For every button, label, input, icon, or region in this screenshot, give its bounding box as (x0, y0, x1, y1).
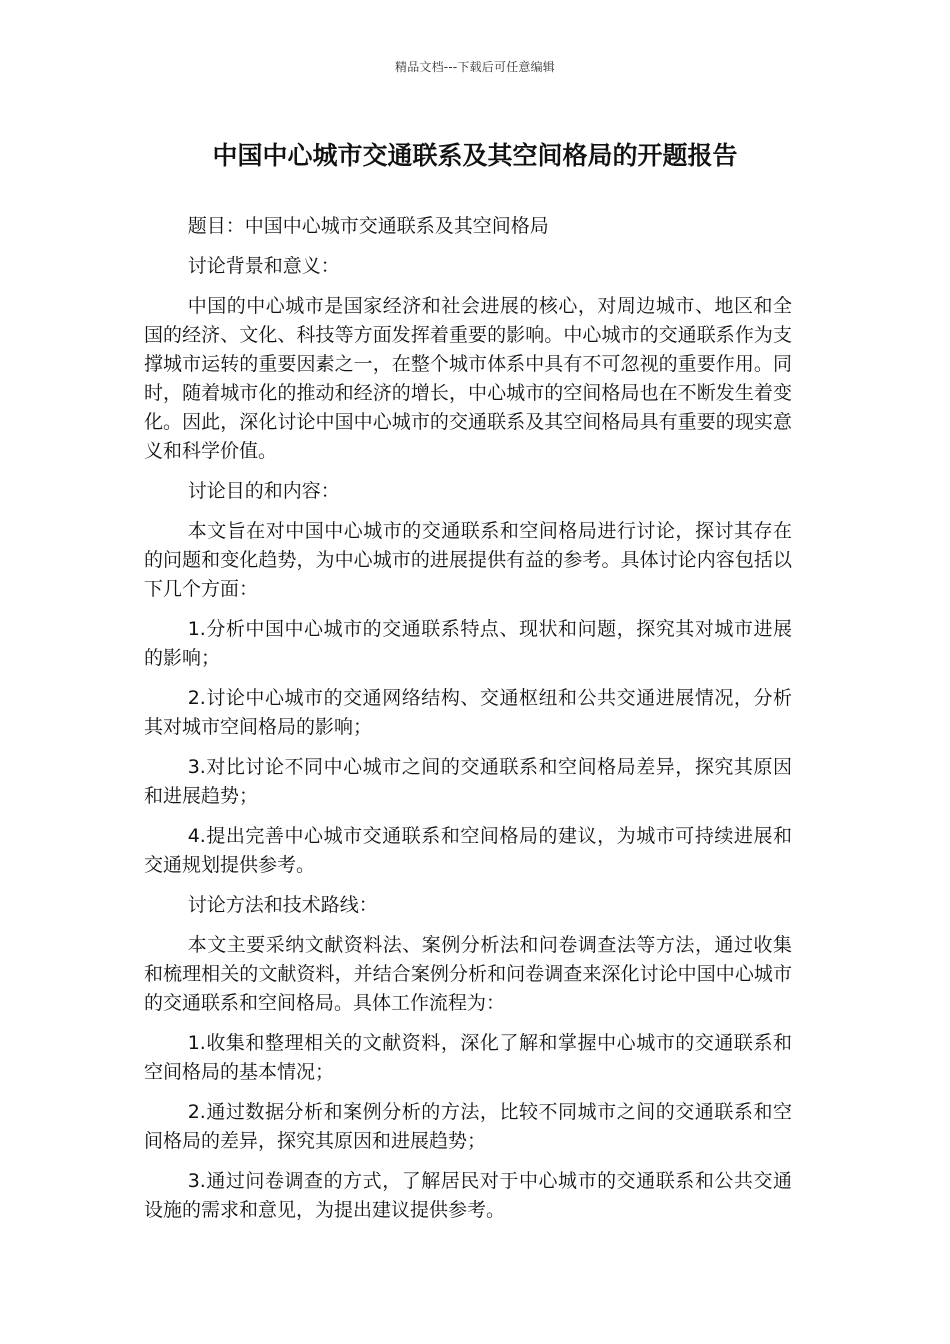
methods-paragraph: 本文主要采纳文献资料法、案例分析法和问卷调查法等方法，通过收集和梳理相关的文献资料，并结合案例分析和问卷调查来深化讨论中国中心城市的交通联系和空间格局。具体工作流程为： (144, 934, 792, 1014)
section-heading-background: 讨论背景和意义： (187, 255, 340, 277)
content-item-3: 3.对比讨论不同中心城市之间的交通联系和空间格局差异，探究其原因和进展趋势； (144, 756, 792, 807)
workflow-item-1: 1.收集和整理相关的文献资料，深化了解和掌握中心城市的交通联系和空间格局的基本情况； (144, 1032, 792, 1083)
section-heading-methods: 讨论方法和技术路线： (187, 894, 378, 916)
content-item-1: 1.分析中国中心城市的交通联系特点、现状和问题，探究其对城市进展的影响； (144, 618, 792, 669)
section-heading-purpose: 讨论目的和内容： (187, 480, 340, 502)
workflow-item-2: 2.通过数据分析和案例分析的方法，比较不同城市之间的交通联系和空间格局的差异，探究其原因和进展趋势； (144, 1101, 792, 1152)
purpose-paragraph: 本文旨在对中国中心城市的交通联系和空间格局进行讨论，探讨其存在的问题和变化趋势，为中心城市的进展提供有益的参考。具体讨论内容包括以下几个方面： (144, 520, 792, 600)
content-item-2: 2.讨论中心城市的交通网络结构、交通枢纽和公共交通进展情况，分析其对城市空间格局的影响； (144, 687, 792, 738)
background-paragraph: 中国的中心城市是国家经济和社会进展的核心，对周边城市、地区和全国的经济、文化、科技等方面发挥着重要的影响。中心城市的交通联系作为支撑城市运转的重要因素之一，在整个城市体系中具有不可忽视的重要作用。同时，随着城市化的推动和经济的增长，中心城市的空间格局也在不断发生着变化。因此，深化讨论中国中心城市的交通联系及其空间格局具有重要的现实意义和科学价值。 (144, 295, 792, 462)
content-item-4: 4.提出完善中心城市交通联系和空间格局的建议，为城市可持续进展和交通规划提供参考。 (144, 825, 792, 876)
document-body (144, 212, 792, 1236)
workflow-item-3: 3.通过问卷调查的方式，了解居民对于中心城市的交通联系和公共交通设施的需求和意见，为提出建议提供参考。 (144, 1170, 792, 1221)
document-title: 中国中心城市交通联系及其空间格局的开题报告 (212, 141, 738, 170)
topic-line: 题目：中国中心城市交通联系及其空间格局 (187, 215, 549, 237)
header-note: 精品文档---下载后可任意编辑 (395, 60, 555, 74)
